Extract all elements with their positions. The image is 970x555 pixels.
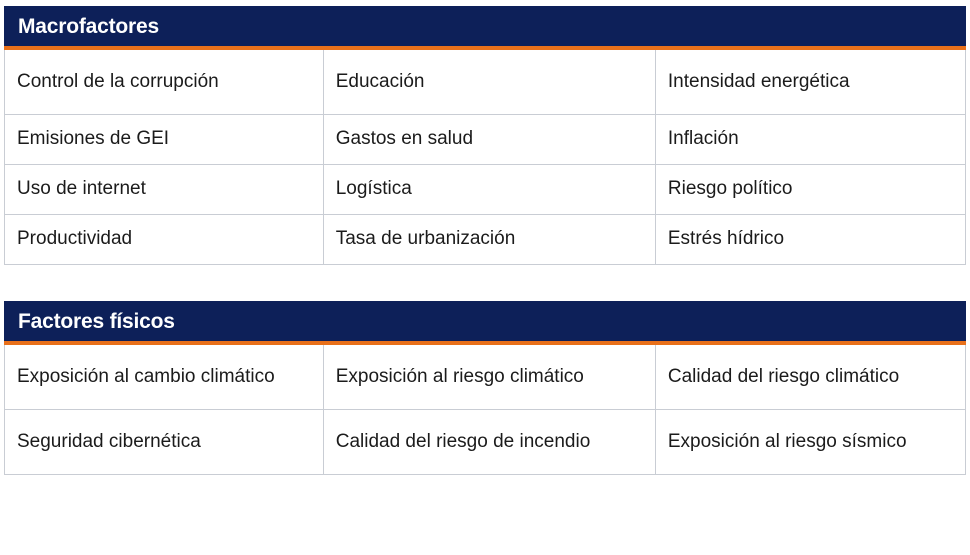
table-cell [324, 410, 656, 474]
table-cell [5, 345, 324, 409]
table-cell-text: Seguridad cibernética [17, 430, 201, 452]
table-row [5, 115, 965, 165]
panel-title: Macrofactores [18, 14, 159, 38]
table-cell [656, 215, 965, 264]
table-cell-text: Exposición al riesgo climático [335, 365, 584, 387]
table-factores-fisicos [4, 345, 966, 475]
table-row [5, 50, 965, 115]
table-cell-text: Logística [335, 178, 412, 200]
table-cell [5, 115, 324, 164]
table-cell-text: Intensidad energética [667, 70, 850, 92]
table-cell-text: Gastos en salud [335, 128, 474, 150]
table-cell [324, 50, 656, 114]
table-cell [656, 165, 965, 214]
table-cell [656, 410, 965, 474]
table-cell [656, 50, 965, 114]
table-cell [324, 345, 656, 409]
table-row [5, 410, 965, 474]
table-cell [656, 115, 965, 164]
table-cell-text: Control de la corrupción [17, 70, 219, 92]
panel-title: Factores físicos [18, 309, 175, 333]
table-row [5, 345, 965, 410]
table-cell-text: Inflación [667, 128, 739, 150]
table-cell [5, 50, 324, 114]
table-cell-text: Tasa de urbanización [335, 228, 516, 250]
table-row [5, 215, 965, 264]
table-cell [324, 215, 656, 264]
table-cell-text: Estrés hídrico [667, 228, 785, 250]
table-cell-text: Productividad [17, 228, 133, 250]
table-cell-text: Exposición al riesgo sísmico [667, 430, 907, 452]
table-cell-text: Uso de internet [17, 178, 146, 200]
table-cell-text: Emisiones de GEI [17, 128, 170, 150]
panel-header-macrofactores [4, 6, 966, 50]
table-cell-text: Calidad del riesgo de incendio [335, 430, 591, 452]
panel-macrofactores [4, 6, 966, 265]
panel-header-factores-fisicos [4, 301, 966, 345]
table-cell [5, 165, 324, 214]
table-cell-text: Calidad del riesgo climático [667, 365, 900, 387]
table-cell-text: Riesgo político [667, 178, 793, 200]
table-cell [324, 115, 656, 164]
table-row [5, 165, 965, 215]
table-cell [5, 215, 324, 264]
table-cell-text: Educación [335, 70, 425, 92]
table-cell [5, 410, 324, 474]
table-cell [324, 165, 656, 214]
table-cell-text: Exposición al cambio climático [17, 365, 275, 387]
panel-factores-fisicos [4, 301, 966, 475]
table-macrofactores [4, 50, 966, 265]
table-cell [656, 345, 965, 409]
